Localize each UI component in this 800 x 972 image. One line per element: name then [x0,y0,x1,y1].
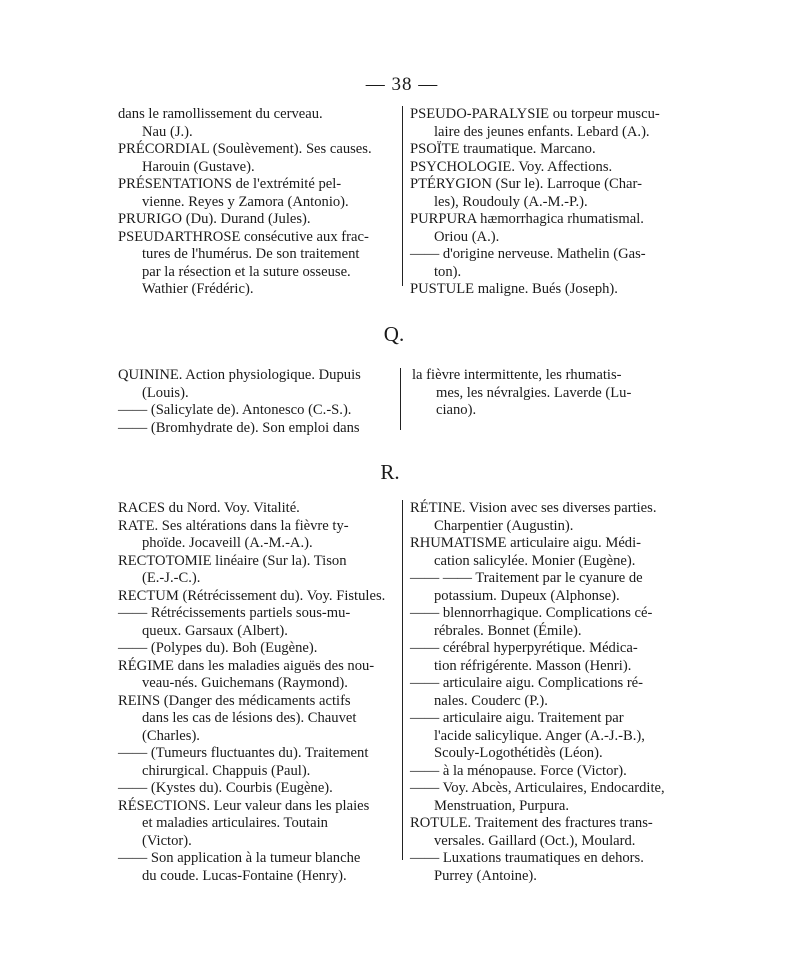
entry-continuation-line: ton). [434,263,462,280]
index-entry [410,500,682,535]
entry-continuation-line: Scouly-Logothétidès (Léon). [434,745,603,761]
entry-heading-line: —— Voy. Abcès, Articulaires, Endocardite, [410,780,665,796]
entry-heading-line: —— (Tumeurs fluctuantes du). Traitement [118,745,369,761]
entry-heading-line: —— (Bromhydrate de). Son emploi dans [118,419,360,436]
entry-heading-line: —— à la ménopause. Force (Victor). [410,762,627,779]
index-entry [118,367,390,402]
q-right-column [412,367,680,420]
entry-continuation-line: par la résection et la suture osseuse. [142,263,351,280]
index-entry [410,675,682,710]
r-right-column [410,500,682,885]
index-entry [410,850,682,885]
index-entry [410,710,682,763]
entry-continuation-line: laire des jeunes enfants. Lebard (A.). [434,123,650,140]
entry-continuation-line: (Charles). [142,727,200,744]
entry-continuation-line: Nau (J.). [142,123,193,140]
index-entry [118,500,390,518]
entry-continuation-line: queux. Garsaux (Albert). [142,622,288,639]
r-column-divider [402,500,403,860]
index-entry [118,850,390,885]
entry-heading-line: —— —— Traitement par le cyanure de [410,570,643,586]
index-entry [410,211,680,246]
index-entry [118,141,390,176]
page-number: — 38 — [365,74,439,95]
entry-continuation-line: et maladies articulaires. Toutain [142,815,328,831]
entry-heading-line: ROTULE. Traitement des fractures trans- [410,815,653,831]
index-entry [410,159,680,177]
q-left-column [118,367,390,437]
index-entry [118,658,390,693]
entry-continuation-line: l'acide salicylique. Anger (A.-J.-B.), [434,727,645,744]
p-right-column [410,106,680,299]
entry-heading-line: —— (Salicylate de). Antonesco (C.-S.). [118,402,352,418]
entry-heading-line: —— Son application à la tumeur blanche [118,850,361,866]
index-entry [118,553,390,588]
entry-continuation-line: Menstruation, Purpura. [434,797,569,814]
entry-heading-line: PSEUDARTHROSE consécutive aux frac- [118,228,369,245]
entry-continuation-line: Harouin (Gustave). [142,158,255,175]
entry-heading-line: PSEUDO-PARALYSIE ou torpeur muscu- [410,106,660,122]
index-entry [118,106,390,141]
entry-heading-line: PSOÏTE traumatique. Marcano. [410,141,596,157]
entry-heading-line: PRURIGO (Du). Durand (Jules). [118,211,311,227]
entry-heading-line: —— (Polypes du). Boh (Eugène). [118,640,318,656]
index-entry [410,640,682,675]
entry-heading-line: PUSTULE maligne. Bués (Joseph). [410,281,618,297]
section-letter-r: R. [380,460,400,484]
entry-continuation-line: Oriou (A.). [434,228,500,245]
entry-continuation-line: (Victor). [142,832,192,849]
index-entry [410,176,680,211]
entry-heading-line: —— cérébral hyperpyrétique. Médica- [410,640,638,656]
q-column-divider [400,368,401,430]
entry-heading-line: REINS (Danger des médicaments actifs [118,692,351,709]
r-left-column [118,500,390,885]
p-left-column [118,106,390,299]
entry-continuation-line: veau-nés. Guichemans (Raymond). [142,675,348,691]
index-entry [118,605,390,640]
index-entry [118,229,390,299]
index-entry [118,518,390,553]
entry-heading-line: —— Luxations traumatiques en dehors. [410,850,644,866]
entry-continuation-line: phoïde. Jocaveill (A.-M.-A.). [142,535,313,551]
entry-heading-line: RECTUM (Rétrécissement du). Voy. Fistules. [118,587,386,604]
entry-continuation-line: Purrey (Antoine). [434,867,537,884]
entry-heading-line: —— (Kystes du). Courbis (Eugène). [118,780,333,796]
entry-continuation-line: Charpentier (Augustin). [434,517,574,534]
entry-heading-line: —— blennorrhagique. Complications cé- [410,605,653,621]
entry-heading-line: RÉGIME dans les maladies aiguës des nou- [118,657,375,674]
index-entry [410,106,680,141]
entry-continuation-line: Wathier (Frédéric). [142,281,254,297]
entry-continuation-line: du coude. Lucas-Fontaine (Henry). [142,867,347,884]
entry-heading-line: PTÉRYGION (Sur le). Larroque (Char- [410,176,642,192]
entry-continuation-line: cation salicylée. Monier (Eugène). [434,552,636,569]
index-entry [410,605,682,640]
entry-continuation-line: les), Roudouly (A.-M.-P.). [434,193,588,210]
entry-heading-line: RACES du Nord. Voy. Vitalité. [118,500,300,516]
entry-heading-line: PRÉSENTATIONS de l'extrémité pel- [118,176,342,192]
entry-heading-line: —— articulaire aigu. Traitement par [410,710,624,726]
entry-continuation-line: chirurgical. Chappuis (Paul). [142,762,311,779]
entry-continuation-line: vienne. Reyes y Zamora (Antonio). [142,193,349,210]
index-entry [410,281,680,299]
entry-heading-line: PSYCHOLOGIE. Voy. Affections. [410,158,613,175]
entry-heading-line: —— Rétrécissements partiels sous-mu- [118,605,351,621]
index-entry [410,141,680,159]
entry-heading-line: dans le ramollissement du cerveau. [118,106,323,122]
entry-heading-line: PRÉCORDIAL (Soulèvement). Ses causes. [118,141,372,157]
index-entry [118,211,390,229]
entry-heading-line: RÉTINE. Vision avec ses diverses parties. [410,500,657,516]
index-entry [410,246,680,281]
entry-heading-line: PURPURA hæmorrhagica rhumatismal. [410,211,644,227]
index-entry [118,780,390,798]
index-entry [410,815,682,850]
entry-continuation-line: ciano). [436,402,477,418]
entry-continuation-line: mes, les névralgies. Laverde (Lu- [436,384,632,401]
index-entry [410,535,682,570]
index-entry [118,745,390,780]
entry-continuation-line: (E.-J.-C.). [142,570,201,586]
index-entry [118,402,390,420]
index-entry [118,798,390,851]
index-entry [410,570,682,605]
entry-continuation-line: dans les cas de lésions des). Chauvet [142,710,357,726]
index-entry [118,693,390,746]
entry-continuation-line: potassium. Dupeux (Alphonse). [434,587,620,604]
entry-heading-line: —— d'origine nerveuse. Mathelin (Gas- [410,246,646,262]
index-entry [118,640,390,658]
index-entry [410,780,682,815]
entry-heading-line: RATE. Ses altérations dans la fièvre ty- [118,517,349,534]
index-entry [118,588,390,606]
entry-continuation-line: rébrales. Bonnet (Émile). [434,622,582,639]
index-entry [118,176,390,211]
index-entry [410,763,682,781]
index-entry [412,367,680,420]
entry-continuation-line: tion réfrigérente. Masson (Henri). [434,657,632,674]
p-column-divider [402,106,403,286]
entry-heading-line: RECTOTOMIE linéaire (Sur la). Tison [118,552,347,569]
entry-heading-line: QUININE. Action physiologique. Dupuis [118,367,361,383]
entry-continuation-line: nales. Couderc (P.). [434,692,548,709]
entry-continuation-line: versales. Gaillard (Oct.), Moulard. [434,832,636,849]
entry-continuation-line: (Louis). [142,384,189,401]
entry-heading-line: —— articulaire aigu. Complications ré- [410,675,644,691]
entry-heading-line: RHUMATISME articulaire aigu. Médi- [410,535,642,551]
entry-continuation-line: tures de l'humérus. De son traitement [142,246,360,262]
entry-heading-line: la fièvre intermittente, les rhumatis- [412,367,622,383]
entry-heading-line: RÉSECTIONS. Leur valeur dans les plaies [118,797,370,814]
section-letter-q: Q. [383,322,405,346]
index-entry [118,420,390,438]
